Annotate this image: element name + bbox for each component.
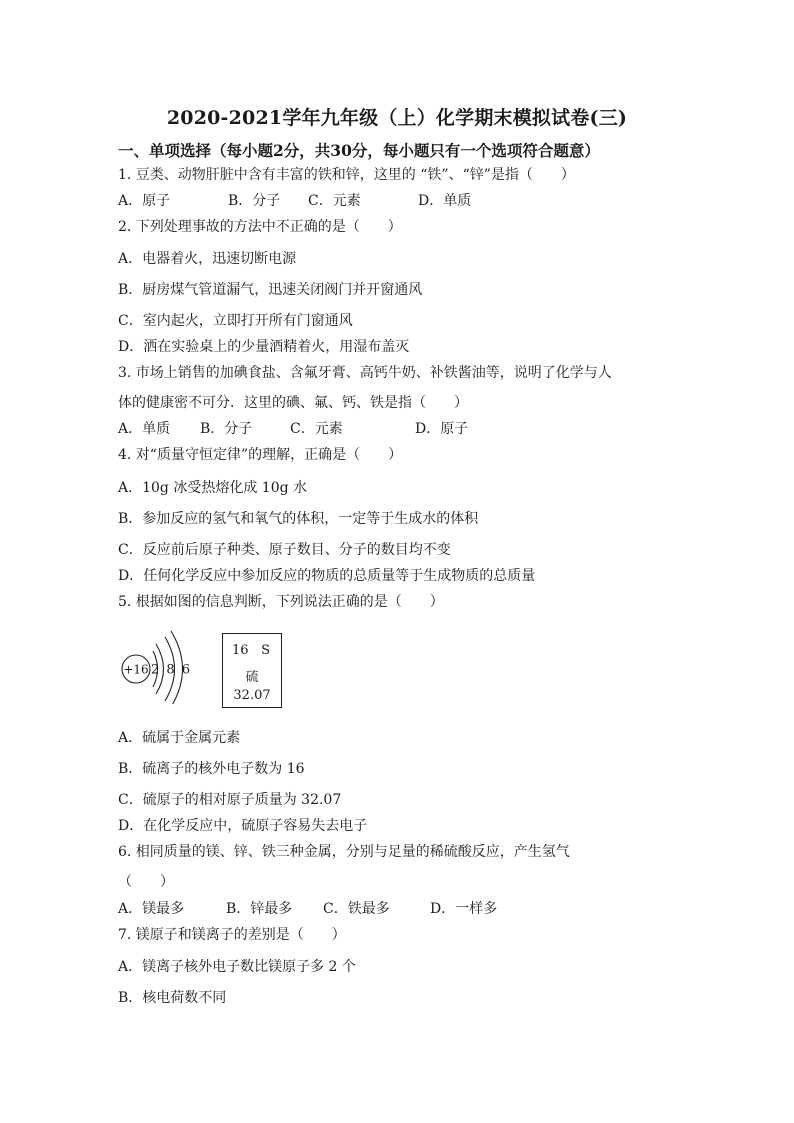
question-5-option-a: A．硫属于金属元素: [118, 730, 241, 746]
question-2-option-b: B．厨房煤气管道漏气，迅速关闭阀门并开窗通风: [118, 282, 423, 298]
sulfur-element-card: [222, 633, 282, 708]
question-1-stem: 1. 豆类、动物肝脏中含有丰富的铁和锌，这里的 “铁”、“锌”是指（ ）: [118, 167, 575, 183]
question-4-stem: 4. 对“质量守恒定律”的理解，正确是（ ）: [118, 447, 403, 463]
question-4-option-b: B．参加反应的氢气和氧气的体积，一定等于生成水的体积: [118, 511, 479, 527]
question-1-option-d: D．单质: [418, 193, 472, 209]
question-5-stem: 5. 根据如图的信息判断，下列说法正确的是（ ）: [118, 594, 444, 610]
question-3-options: [118, 420, 518, 438]
question-4-option-a: A．10g 冰受热熔化成 10g 水: [118, 480, 308, 496]
question-3-option-b: B．分子: [200, 421, 253, 437]
question-1-option-b: B．分子: [228, 193, 281, 209]
question-2-option-d: D．洒在实验桌上的少量酒精着火，用湿布盖灭: [118, 339, 410, 355]
question-3-option-d: D．原子: [415, 421, 469, 437]
question-1-options: [118, 192, 518, 210]
element-atomic-number: 16: [232, 643, 249, 658]
question-7-stem: 7. 镁原子和镁离子的差别是（ ）: [118, 927, 346, 943]
question-3-option-c: C．元素: [290, 421, 343, 437]
question-6-options: [118, 900, 518, 918]
question-6-option-c: C．铁最多: [323, 901, 390, 917]
question-5-option-d: D．在化学反应中，硫原子容易失去电子: [118, 818, 368, 834]
section-heading: 一、单项选择（每小题2分，共30分，每小题只有一个选项符合题意）: [118, 141, 600, 160]
question-6-option-a: A．镁最多: [118, 901, 185, 917]
element-symbol: S: [261, 643, 270, 658]
question-7-option-a: A．镁离子核外电子数比镁原子多 2 个: [118, 959, 356, 975]
atom-electron-shells: 2 8 6: [151, 662, 192, 678]
question-6-stem-line-2: （ ）: [118, 874, 174, 890]
exam-title: 2020-2021学年九年级（上）化学期末模拟试卷(三): [166, 107, 628, 129]
sulfur-atom-structure-diagram: [118, 624, 198, 704]
question-7-option-b: B．核电荷数不同: [118, 990, 227, 1006]
question-2-option-c: C．室内起火，立即打开所有门窗通风: [118, 313, 353, 329]
question-6-stem-line-1: 6. 相同质量的镁、锌、铁三种金属，分别与足量的稀硫酸反应，产生氢气: [118, 844, 570, 860]
question-3-stem-line-1: 3. 市场上销售的加碘食盐、含氟牙膏、高钙牛奶、补铁酱油等，说明了化学与人: [118, 365, 612, 381]
element-name: 硫: [245, 670, 259, 685]
question-2-stem: 2. 下列处理事故的方法中不正确的是（ ）: [118, 219, 402, 235]
question-5-option-c: C．硫原子的相对原子质量为 32.07: [118, 792, 342, 808]
atom-nucleus-charge: +16: [123, 662, 149, 677]
question-4-option-c: C．反应前后原子种类、原子数目、分子的数目均不变: [118, 542, 451, 558]
question-1-option-c: C．元素: [308, 193, 361, 209]
question-1-option-a: A．原子: [118, 193, 171, 209]
element-atomic-mass: 32.07: [233, 688, 271, 703]
question-3-stem-line-2: 体的健康密不可分．这里的碘、氟、钙、铁是指（ ）: [118, 395, 468, 411]
question-5-option-b: B．硫离子的核外电子数为 16: [118, 761, 305, 777]
question-6-option-b: B．锌最多: [226, 901, 293, 917]
question-2-option-a: A．电器着火，迅速切断电源: [118, 251, 297, 267]
question-4-option-d: D．任何化学反应中参加反应的物质的总质量等于生成物质的总质量: [118, 568, 536, 584]
question-3-option-a: A．单质: [118, 421, 171, 437]
question-6-option-d: D．一样多: [430, 901, 498, 917]
